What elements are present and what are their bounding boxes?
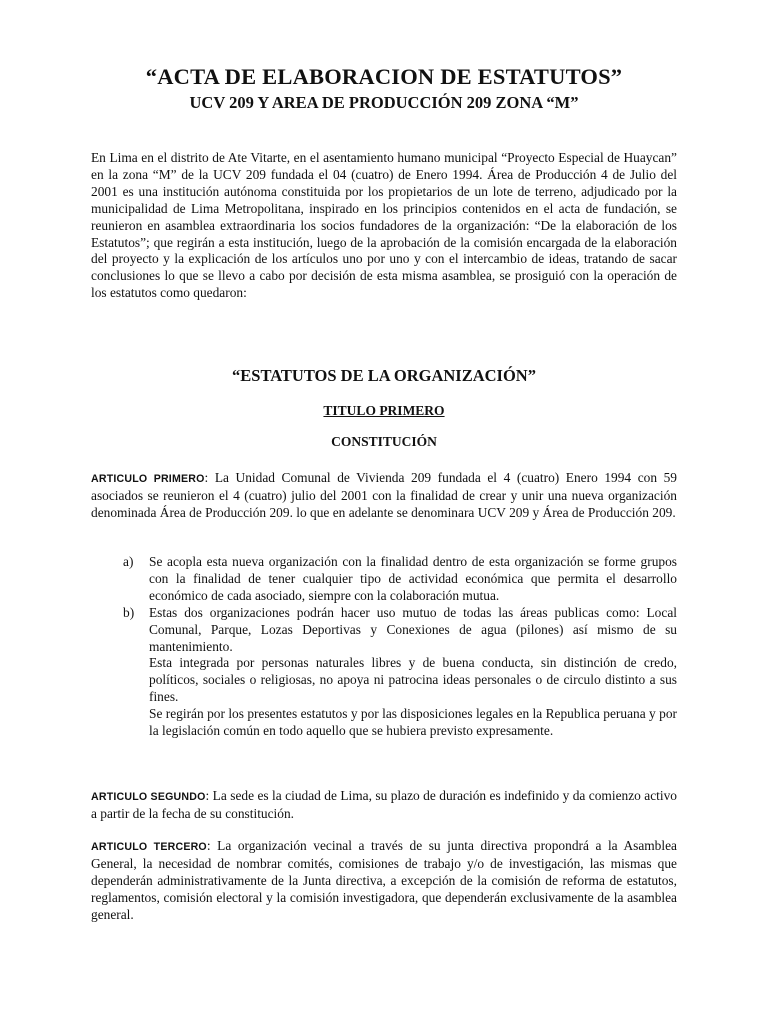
article-tercero [91,838,677,924]
list-paragraph: Se acopla esta nueva organización con la finalidad dentro de esta organización se forme grupos con la finalidad de tener cualquier tipo de actividad económica que permita el desarrollo económico de cada asociado, siempre con la colaboración mutua. [149,554,677,603]
list-paragraph: Esta integrada por personas naturales libres y de buena conducta, sin distinción de credo, políticos, sociales o religiosas, no apoya ni patrocina ideas personales o de circulo distinto a sus fines. [149,655,677,705]
list-paragraph: Estas dos organizaciones podrán hacer uso mutuo de todas las áreas publicas como: Local Comunal, Parque, Lozas Deportivas y Conexiones de agua (pilones) así mismo de su mantenimiento. [149,604,677,654]
document-subtitle: UCV 209 Y AREA DE PRODUCCIÓN 209 ZONA “M” [189,93,579,112]
list-marker: a) [123,554,134,569]
article-segundo [91,788,677,823]
chapter-heading: CONSTITUCIÓN [331,434,437,449]
article-label: ARTICULO PRIMERO [91,473,205,485]
article-text: : La organización vecinal a través de su junta directiva propondrá a la Asamblea General, la necesidad de nombrar comités, comisiones de trabajo y/o de investigación, las mismas que dependerán administrativamente de la Junta directiva, a excepción de la comisión de reforma de estatutos, reglamentos, comisión electoral y la comisión investigadora, que dependerán exclusivamente de la asamblea general. [91,838,677,922]
titulo-heading: TITULO PRIMERO [323,403,445,418]
intro-paragraph: En Lima en el distrito de Ate Vitarte, en el asentamiento humano municipal “Proyecto Especial de Huaycan” en la zona “M” de la UCV 209 fundada el 04 (cuatro) de Enero 1994. Área de Producción 4 de Julio del 2001 es una institución autónoma constituida por los propietarios de un lote de terreno, adjudicado por la municipalidad de Lima Metropolitana, inspirado en los principios contenidos en el acta de fundación, se reunieron en asamblea extraordinaria los socios fundadores de la organización: “De la elaboración de los Estatutos”; que regirán a esta institución, luego de la aprobación de la comisión encargada de la elaboración del proyecto y la explicación de los artículos uno por uno y con el intercambio de ideas, tratando de sacar conclusiones lo que se llevo a cabo por decisión de esta misma asamblea, se prosiguió con la operación de los estatutos como quedaron: [91,150,677,301]
article-label: ARTICULO TERCERO [91,841,207,853]
list-paragraph: Se regirán por los presentes estatutos y por las disposiciones legales en la Republica peruana y por la legislación común en todo aquello que se hubiera previsto expresamente. [149,706,677,739]
document-title: “ACTA DE ELABORACION DE ESTATUTOS” [145,64,623,89]
article-primero [91,470,677,522]
article-label: ARTICULO SEGUNDO [91,791,206,803]
list-item [91,554,677,605]
article-list [91,554,677,740]
list-item [91,605,677,740]
article-text: : La sede es la ciudad de Lima, su plazo de duración es indefinido y da comienzo activo a partir de la fecha de su constitución. [91,788,677,821]
section-title: “ESTATUTOS DE LA ORGANIZACIÓN” [232,366,536,385]
article-text: : La Unidad Comunal de Vivienda 209 fundada el 4 (cuatro) Enero 1994 con 59 asociados se reunieron el 4 (cuatro) julio del 2001 con la finalidad de crear y unir una nueva organización denominada Área de Producción 209. lo que en adelante se denominara UCV 209 y Área de Producción 209. [91,470,677,520]
list-marker: b) [123,604,135,620]
